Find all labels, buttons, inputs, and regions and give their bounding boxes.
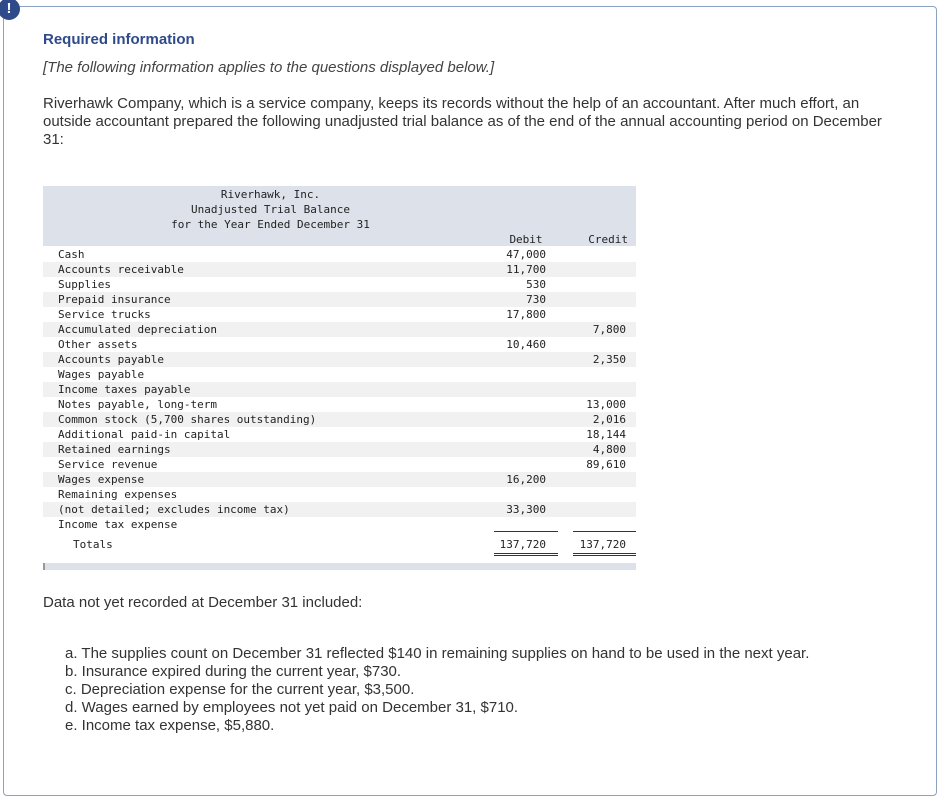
exclamation-icon: ! [0, 0, 20, 20]
row-name: Other assets [58, 338, 138, 351]
table-row [43, 352, 636, 367]
row-debit: 17,800 [506, 308, 546, 321]
table-row [43, 517, 636, 532]
totals-label: Totals [73, 538, 113, 551]
row-credit: 13,000 [586, 398, 626, 411]
table-row [43, 277, 636, 292]
statement-period: for the Year Ended December 31 [171, 218, 370, 231]
row-name: Wages payable [58, 368, 145, 381]
totals-credit: 137,720 [579, 538, 626, 551]
list-item: b. Insurance expired during the current year, $730. [65, 663, 402, 680]
table-row [43, 262, 636, 277]
row-debit: 47,000 [506, 248, 546, 261]
row-name: Service revenue [58, 458, 158, 471]
table-row [43, 367, 636, 382]
table-row [43, 292, 636, 307]
intro-paragraph: Riverhawk Company, which is a service company, keeps its records without the help of an accountant. After much effort, an outside accountant prepared the following unadjusted trial balance as of the end of the annual accounting period on December 31: [43, 95, 882, 148]
row-credit: 2,016 [592, 413, 626, 426]
adjustment-items-list [65, 645, 809, 735]
table-scrollbar[interactable] [43, 563, 636, 570]
row-credit: 2,350 [592, 353, 626, 366]
row-name: Accumulated depreciation [58, 323, 217, 336]
credit-total-rule [573, 531, 636, 532]
row-debit: 730 [526, 293, 546, 306]
list-item: a. The supplies count on December 31 reflected $140 in remaining supplies on hand to be used in the next year. [65, 645, 810, 662]
row-name: Accounts payable [58, 353, 164, 366]
row-name: Cash [58, 248, 85, 261]
table-row [43, 247, 636, 262]
table-row [43, 442, 636, 457]
row-debit: 530 [526, 278, 546, 291]
trial-balance-table [43, 186, 636, 570]
info-note: [The following information applies to the questions displayed below.] [43, 59, 495, 76]
data-note: Data not yet recorded at December 31 included: [43, 594, 363, 611]
row-credit: 89,610 [586, 458, 626, 471]
row-name: Prepaid insurance [58, 293, 171, 306]
table-row [43, 487, 636, 502]
row-name: Accounts receivable [58, 263, 184, 276]
table-row [43, 457, 636, 472]
debit-double-rule-1 [494, 553, 558, 554]
table-row [43, 382, 636, 397]
totals-row [43, 537, 636, 552]
debit-double-rule-2 [494, 555, 558, 556]
table-row [43, 307, 636, 322]
row-name: Supplies [58, 278, 111, 291]
row-name: (not detailed; excludes income tax) [58, 503, 290, 516]
credit-column-header: Credit [588, 233, 628, 246]
debit-total-rule [494, 531, 558, 532]
row-credit: 7,800 [592, 323, 626, 336]
statement-name: Unadjusted Trial Balance [191, 203, 350, 216]
row-name: Income taxes payable [58, 383, 191, 396]
totals-debit: 137,720 [499, 538, 546, 551]
table-row [43, 397, 636, 412]
list-item: d. Wages earned by employees not yet paid on December 31, $710. [65, 699, 519, 716]
row-name: Common stock (5,700 shares outstanding) [58, 413, 317, 426]
row-name: Remaining expenses [58, 488, 178, 501]
row-debit: 11,700 [506, 263, 546, 276]
row-name: Retained earnings [58, 443, 171, 456]
required-information-title: Required information [43, 31, 195, 48]
company-name: Riverhawk, Inc. [220, 188, 321, 201]
credit-double-rule-1 [573, 553, 636, 554]
table-row [43, 322, 636, 337]
row-name: Notes payable, long-term [58, 398, 217, 411]
row-debit: 33,300 [506, 503, 546, 516]
credit-double-rule-2 [573, 555, 636, 556]
table-row [43, 412, 636, 427]
row-name: Wages expense [58, 473, 145, 486]
row-credit: 18,144 [586, 428, 626, 441]
table-row [43, 472, 636, 487]
row-name: Additional paid-in capital [58, 428, 231, 441]
row-name: Income tax expense [58, 518, 178, 531]
table-row [43, 337, 636, 352]
debit-column-header: Debit [509, 233, 543, 246]
table-row [43, 427, 636, 442]
list-item: e. Income tax expense, $5,880. [65, 717, 275, 734]
list-item: c. Depreciation expense for the current year, $3,500. [65, 681, 415, 698]
row-credit: 4,800 [592, 443, 626, 456]
row-debit: 10,460 [506, 338, 546, 351]
table-row [43, 502, 636, 517]
row-debit: 16,200 [506, 473, 546, 486]
row-name: Service trucks [58, 308, 151, 321]
